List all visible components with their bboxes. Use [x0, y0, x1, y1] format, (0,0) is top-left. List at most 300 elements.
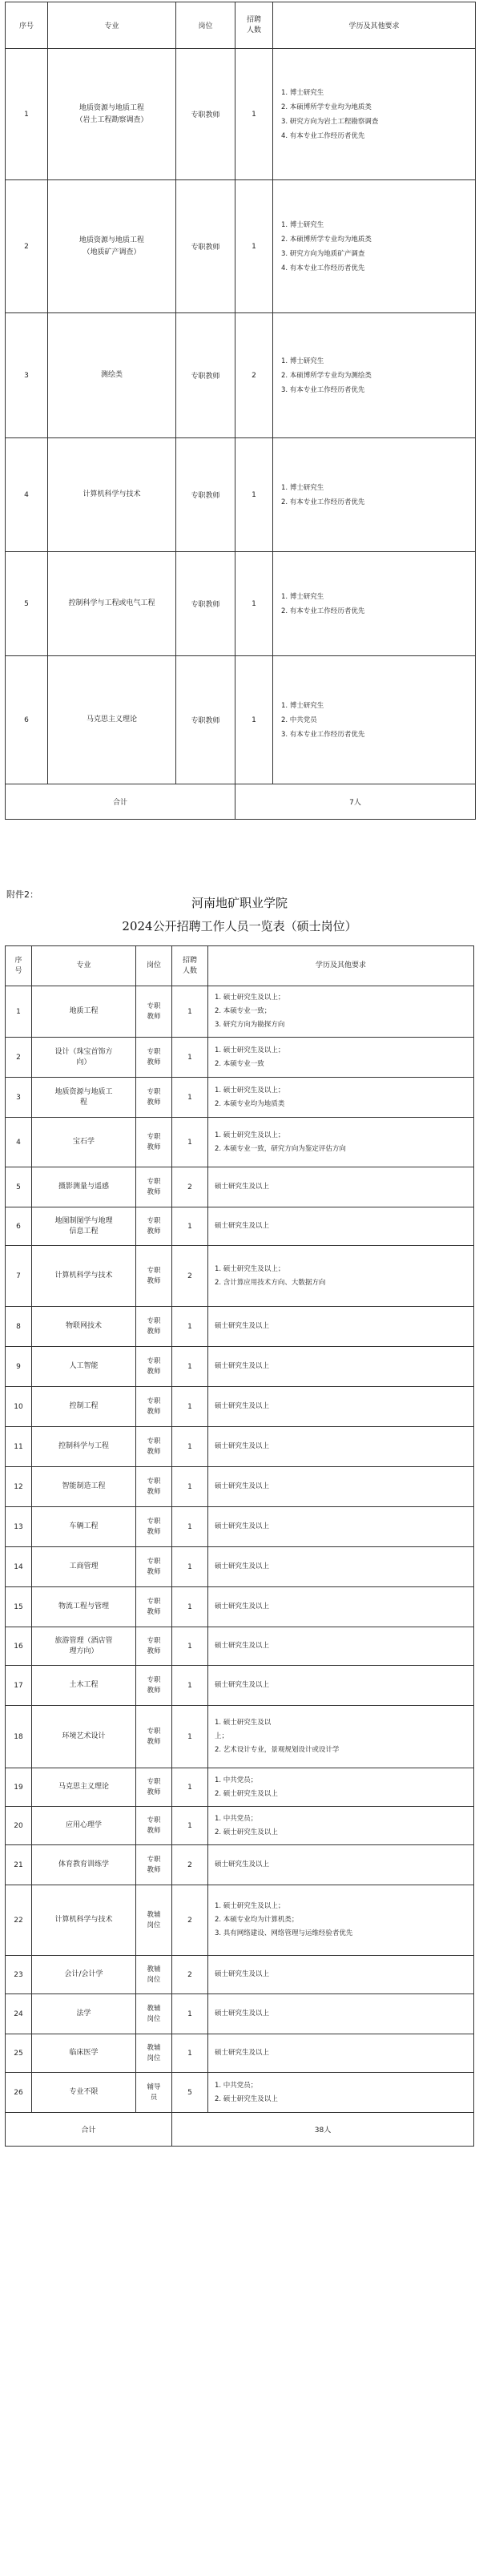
header-line: 序 — [14, 956, 22, 965]
row-count: 1 — [172, 1467, 208, 1507]
position-line: 专职 — [147, 1266, 161, 1275]
row-major — [32, 1207, 136, 1246]
row-position — [136, 1956, 172, 1994]
req-line: 2. 中共党员 — [281, 716, 317, 724]
req-line: 硕士研究生及以上 — [215, 1562, 270, 1570]
req-line: 1. 硕士研究生及以上； — [215, 1264, 285, 1273]
row-requirements — [208, 1956, 474, 1994]
table-row — [6, 1038, 474, 1078]
header-line: 招聘 — [182, 956, 197, 965]
row-no: 11 — [6, 1427, 32, 1467]
row-position — [136, 1307, 172, 1347]
row-position — [136, 1587, 172, 1627]
row-no: 22 — [6, 1885, 32, 1956]
row-major — [48, 438, 176, 552]
row-major — [48, 656, 176, 784]
req-line: 2. 本硕专业均为计算机类； — [215, 1916, 299, 1924]
row-count: 1 — [235, 656, 273, 784]
table-row — [6, 1587, 474, 1627]
row-count: 2 — [172, 1845, 208, 1885]
row-no: 14 — [6, 1547, 32, 1587]
row-major — [32, 1845, 136, 1885]
row-requirements — [273, 552, 476, 656]
table-row — [6, 1807, 474, 1845]
row-major — [32, 1167, 136, 1207]
row-count: 1 — [172, 2034, 208, 2073]
req-line: 2. 本硕专业均为地质类 — [215, 1099, 285, 1108]
table-row — [6, 1768, 474, 1807]
req-line: 硕士研究生及以上 — [215, 1642, 270, 1650]
major-line: 应用心理学 — [65, 1821, 102, 1829]
row-count: 2 — [172, 1956, 208, 1994]
header-count: 招聘人数 — [235, 2, 273, 49]
row-position: 专职教师 — [176, 313, 235, 438]
req-line: 1. 中共党员； — [215, 1814, 258, 1823]
row-no: 5 — [6, 1167, 32, 1207]
req-line: 2. 硕士研究生及以上 — [215, 2094, 278, 2103]
req-line: 1. 博士研究生 — [281, 701, 324, 710]
req-line: 1. 博士研究生 — [281, 592, 324, 601]
row-major — [48, 313, 176, 438]
row-position — [136, 1994, 172, 2034]
position-line: 教师 — [147, 1788, 161, 1796]
attachment-label: 附件2： — [6, 889, 38, 900]
position-line: 岗位 — [147, 1921, 161, 1929]
major-line: （地质矿产调查） — [83, 248, 141, 256]
row-requirements — [208, 1666, 474, 1706]
req-line: 2. 含计算应用技术方向、大数据方向 — [215, 1278, 326, 1287]
row-position — [136, 1885, 172, 1956]
header-position: 岗位 — [136, 946, 172, 986]
row-major — [32, 1587, 136, 1627]
row-position: 专职教师 — [176, 552, 235, 656]
req-line: 2. 有本专业工作经历者优先 — [281, 498, 365, 506]
table-row — [6, 1246, 474, 1307]
institution-title: 河南地矿职业学院 — [191, 896, 288, 910]
row-major — [32, 1706, 136, 1768]
row-no: 9 — [6, 1347, 32, 1387]
position-line: 专职 — [147, 1397, 161, 1405]
row-major — [32, 1467, 136, 1507]
position-line: 教师 — [147, 1276, 161, 1285]
position-line: 教师 — [147, 1607, 161, 1616]
row-major — [32, 1994, 136, 2034]
major-line: （岩土工程勘察调查） — [75, 115, 148, 124]
major-line: 物联网技术 — [65, 1322, 102, 1330]
row-major — [32, 1347, 136, 1387]
position-line: 教师 — [147, 1686, 161, 1695]
req-line: 1. 博士研究生 — [281, 220, 324, 229]
req-line: 2. 硕士研究生及以上 — [215, 1828, 278, 1836]
row-no: 3 — [6, 1078, 32, 1118]
row-no: 1 — [6, 49, 48, 180]
req-line: 3. 有本专业工作经历者优先 — [281, 730, 365, 739]
major-line: 马克思主义理论 — [86, 716, 137, 724]
row-position — [136, 1427, 172, 1467]
row-count: 1 — [172, 1387, 208, 1427]
major-line: 专业不限 — [69, 2088, 99, 2096]
row-count: 1 — [172, 1627, 208, 1666]
position-line: 专职 — [147, 1855, 161, 1864]
row-major — [48, 552, 176, 656]
req-line: 2. 艺术设计专业，景观规划设计或设计学 — [215, 1746, 340, 1754]
position-line: 教师 — [147, 1865, 161, 1874]
position-line: 员 — [150, 2093, 158, 2102]
position-line: 教师 — [147, 1527, 161, 1536]
row-requirements — [208, 1387, 474, 1427]
position-line: 专职 — [147, 1437, 161, 1445]
row-no: 16 — [6, 1627, 32, 1666]
row-count: 1 — [172, 1347, 208, 1387]
position-line: 教师 — [147, 1098, 161, 1107]
row-major — [32, 1387, 136, 1427]
major-line: 程 — [79, 1098, 87, 1107]
row-count: 1 — [235, 438, 273, 552]
req-line: 硕士研究生及以上 — [215, 1970, 270, 1978]
row-major — [32, 1768, 136, 1807]
row-major — [32, 2034, 136, 2073]
row-requirements — [208, 1427, 474, 1467]
table-header-row — [6, 2, 476, 49]
position-line: 专职 — [147, 1316, 161, 1325]
row-no: 4 — [6, 438, 48, 552]
position-line: 教师 — [147, 1737, 161, 1746]
req-line: 2. 本硕专业一致； — [215, 1007, 272, 1015]
position-line: 教辅 — [147, 1910, 161, 1919]
major-line: 土木工程 — [69, 1681, 99, 1689]
position-line: 教师 — [147, 1487, 161, 1496]
req-line: 硕士研究生及以上 — [215, 1522, 270, 1530]
req-line: 硕士研究生及以上 — [215, 2049, 270, 2057]
row-no: 7 — [6, 1246, 32, 1307]
total-label: 合计 — [6, 784, 235, 820]
row-no: 26 — [6, 2073, 32, 2113]
row-requirements — [273, 438, 476, 552]
req-line: 1. 硕士研究生及以上； — [215, 1902, 285, 1910]
row-count: 1 — [235, 180, 273, 313]
position-line: 专职 — [147, 1477, 161, 1486]
row-no: 8 — [6, 1307, 32, 1347]
row-requirements — [208, 1118, 474, 1167]
row-major — [32, 1078, 136, 1118]
position-line: 专职 — [147, 1597, 161, 1606]
position-line: 岗位 — [147, 1975, 161, 1984]
position-line: 教师 — [147, 1647, 161, 1655]
row-position — [136, 986, 172, 1038]
row-no: 21 — [6, 1845, 32, 1885]
position-line: 教辅 — [147, 2043, 161, 2052]
major-line: 马克思主义理论 — [58, 1783, 109, 1791]
row-no: 2 — [6, 180, 48, 313]
row-count: 1 — [172, 1547, 208, 1587]
major-line: 临床医学 — [69, 2049, 99, 2057]
position-line: 教师 — [147, 1187, 161, 1196]
row-position — [136, 1347, 172, 1387]
req-line: 2. 本硕博所学专业均为测绘类 — [281, 371, 372, 380]
row-position — [136, 2073, 172, 2113]
position-line: 专职 — [147, 1675, 161, 1684]
position-line: 专职 — [147, 1557, 161, 1566]
row-position — [136, 1167, 172, 1207]
row-requirements — [208, 1307, 474, 1347]
row-no: 1 — [6, 986, 32, 1038]
major-line: 工商管理 — [69, 1562, 99, 1570]
table-row — [6, 1706, 474, 1768]
major-line: 信息工程 — [69, 1227, 99, 1236]
major-line: 体育教育训练学 — [58, 1860, 109, 1869]
row-requirements — [208, 1038, 474, 1078]
row-count: 1 — [172, 1807, 208, 1845]
row-no: 6 — [6, 656, 48, 784]
table-row — [6, 1956, 474, 1994]
position-line: 教师 — [147, 1227, 161, 1236]
table-row — [6, 1845, 474, 1885]
row-major — [32, 1627, 136, 1666]
header-requirements: 学历及其他要求 — [273, 2, 476, 49]
row-major — [32, 986, 136, 1038]
masters-positions-table — [5, 945, 474, 2147]
table-row — [6, 438, 476, 552]
row-requirements — [208, 1507, 474, 1547]
major-line: 测绘类 — [100, 371, 123, 379]
row-requirements — [208, 1078, 474, 1118]
major-line: 控制科学与工程 — [58, 1442, 109, 1450]
row-count: 2 — [235, 313, 273, 438]
row-requirements — [208, 1167, 474, 1207]
row-count: 1 — [172, 1587, 208, 1627]
position-line: 岗位 — [147, 2054, 161, 2062]
row-position: 专职教师 — [176, 656, 235, 784]
row-requirements — [208, 1627, 474, 1666]
position-line: 辅导 — [147, 2082, 161, 2091]
major-line: 智能制造工程 — [62, 1482, 106, 1490]
row-position — [136, 1387, 172, 1427]
table-row — [6, 656, 476, 784]
row-requirements — [208, 1706, 474, 1768]
major-line: 控制科学与工程或电气工程 — [68, 599, 155, 607]
table-row — [6, 1118, 474, 1167]
row-count: 1 — [172, 1427, 208, 1467]
req-line: 硕士研究生及以上 — [215, 2010, 270, 2018]
table-row — [6, 1885, 474, 1956]
major-line: 地质资源与地质工 — [54, 1087, 113, 1096]
major-line: 地质资源与地质工程 — [78, 103, 144, 112]
row-count: 2 — [172, 1167, 208, 1207]
req-line: 4. 有本专业工作经历者优先 — [281, 264, 365, 272]
row-major — [48, 49, 176, 180]
table-row — [6, 1507, 474, 1547]
row-major — [48, 180, 176, 313]
row-requirements — [208, 2073, 474, 2113]
table-row — [6, 986, 474, 1038]
row-position — [136, 1807, 172, 1845]
req-line: 硕士研究生及以上 — [215, 1362, 270, 1370]
row-requirements — [208, 1885, 474, 1956]
header-position: 岗位 — [176, 2, 235, 49]
major-line: 宝石学 — [72, 1138, 95, 1146]
row-requirements — [208, 1246, 474, 1307]
req-line: 硕士研究生及以上 — [215, 1183, 270, 1191]
row-no: 18 — [6, 1706, 32, 1768]
table-row — [6, 1994, 474, 2034]
major-line: 车辆工程 — [69, 1522, 99, 1530]
table-header-row — [6, 946, 474, 986]
req-line: 1. 博士研究生 — [281, 88, 324, 97]
row-major — [32, 1246, 136, 1307]
major-line: 人工智能 — [69, 1362, 99, 1370]
req-line: 硕士研究生及以上 — [215, 1602, 270, 1611]
req-line: 3. 研究方向为地质矿产调查 — [281, 249, 365, 258]
row-position — [136, 1547, 172, 1587]
row-position — [136, 2034, 172, 2073]
row-count: 1 — [172, 1666, 208, 1706]
header-no: 序号 — [6, 2, 48, 49]
position-line: 专职 — [147, 1777, 161, 1786]
req-line: 1. 硕士研究生及以 — [215, 1719, 272, 1727]
row-no: 23 — [6, 1956, 32, 1994]
table-row — [6, 1666, 474, 1706]
row-major — [32, 1885, 136, 1956]
position-line: 教师 — [147, 1407, 161, 1416]
position-line: 教辅 — [147, 1965, 161, 1973]
row-no: 5 — [6, 552, 48, 656]
req-line: 1. 中共党员； — [215, 2081, 258, 2090]
req-line: 硕士研究生及以上 — [215, 1442, 270, 1450]
req-line: 1. 硕士研究生及以上； — [215, 1046, 285, 1054]
major-line: 设计（珠宝首饰方 — [54, 1047, 113, 1056]
req-line: 2. 本硕博所学专业均为地质类 — [281, 103, 372, 111]
table-row — [6, 1207, 474, 1246]
row-count: 1 — [172, 1038, 208, 1078]
row-requirements — [273, 656, 476, 784]
header-line: 人数 — [182, 966, 197, 975]
req-line: 2. 有本专业工作经历者优先 — [281, 607, 365, 615]
req-line: 硕士研究生及以上 — [215, 1402, 270, 1410]
total-row — [6, 784, 476, 820]
table-row — [6, 1467, 474, 1507]
row-major — [32, 2073, 136, 2113]
position-line: 专职 — [147, 1132, 161, 1141]
row-requirements — [208, 1845, 474, 1885]
table-row — [6, 1547, 474, 1587]
table-row — [6, 2073, 474, 2113]
position-line: 专职 — [147, 1816, 161, 1824]
row-position — [136, 1078, 172, 1118]
req-line: 2. 本硕专业一致，研究方向为鉴定评估方向 — [215, 1144, 346, 1153]
major-line: 控制工程 — [69, 1402, 99, 1410]
req-line: 1. 博士研究生 — [281, 357, 324, 365]
major-line: 理方向） — [69, 1647, 99, 1655]
row-requirements — [208, 1587, 474, 1627]
row-position — [136, 1768, 172, 1807]
total-row — [6, 2113, 474, 2147]
table-row — [6, 1427, 474, 1467]
major-line: 计算机科学与技术 — [54, 1272, 113, 1280]
position-line: 教师 — [147, 1143, 161, 1151]
row-count: 1 — [172, 1207, 208, 1246]
req-line: 1. 中共党员； — [215, 1776, 258, 1784]
doctoral-positions-table — [5, 2, 476, 820]
req-line: 上； — [215, 1732, 229, 1740]
row-no: 20 — [6, 1807, 32, 1845]
row-count: 1 — [172, 1078, 208, 1118]
position-line: 专职 — [147, 1517, 161, 1526]
row-position — [136, 1706, 172, 1768]
req-line: 3. 研究方向为勘探方向 — [215, 1021, 285, 1029]
row-major — [32, 1038, 136, 1078]
position-line: 教师 — [147, 1058, 161, 1066]
major-line: 地图制图学与地理 — [54, 1216, 113, 1225]
total-value: 7人 — [235, 784, 476, 820]
row-count: 2 — [172, 1885, 208, 1956]
row-no: 12 — [6, 1467, 32, 1507]
document-title: 2024公开招聘工作人员一览表（硕士岗位） — [122, 919, 357, 933]
req-line: 2. 硕士研究生及以上 — [215, 1789, 278, 1798]
major-line: 摄影测量与遥感 — [58, 1183, 109, 1191]
row-position — [136, 1118, 172, 1167]
row-position — [136, 1038, 172, 1078]
row-position — [136, 1666, 172, 1706]
req-line: 硕士研究生及以上 — [215, 1322, 270, 1330]
req-line: 2. 本硕专业一致 — [215, 1059, 264, 1068]
position-line: 教师 — [147, 1327, 161, 1336]
req-line: 1. 博士研究生 — [281, 483, 324, 492]
row-requirements — [273, 49, 476, 180]
major-line: 地质工程 — [69, 1007, 99, 1015]
row-no: 25 — [6, 2034, 32, 2073]
position-line: 教师 — [147, 1826, 161, 1835]
row-count: 1 — [172, 1507, 208, 1547]
row-position: 专职教师 — [176, 49, 235, 180]
position-line: 专职 — [147, 1727, 161, 1735]
position-line: 岗位 — [147, 2014, 161, 2023]
req-line: 硕士研究生及以上 — [215, 1222, 270, 1230]
row-count: 1 — [235, 49, 273, 180]
major-line: 向） — [76, 1058, 91, 1066]
table-row — [6, 2034, 474, 2073]
table-row — [6, 1307, 474, 1347]
major-line: 计算机科学与技术 — [83, 490, 141, 498]
major-line: 地质资源与地质工程 — [78, 236, 144, 244]
req-line: 硕士研究生及以上 — [215, 1681, 270, 1689]
row-no: 24 — [6, 1994, 32, 2034]
row-no: 2 — [6, 1038, 32, 1078]
row-major — [32, 1118, 136, 1167]
req-line: 硕士研究生及以上 — [215, 1860, 270, 1869]
row-requirements — [208, 1207, 474, 1246]
row-requirements — [273, 313, 476, 438]
req-line: 2. 本硕博所学专业均为地质类 — [281, 235, 372, 244]
row-requirements — [208, 1347, 474, 1387]
row-major — [32, 1956, 136, 1994]
row-no: 6 — [6, 1207, 32, 1246]
major-line: 物流工程与管理 — [58, 1602, 109, 1611]
table-row — [6, 1347, 474, 1387]
row-no: 4 — [6, 1118, 32, 1167]
row-requirements — [208, 1467, 474, 1507]
row-position: 专职教师 — [176, 180, 235, 313]
row-count: 1 — [172, 1118, 208, 1167]
row-no: 19 — [6, 1768, 32, 1807]
row-major — [32, 1807, 136, 1845]
total-value: 38人 — [172, 2113, 474, 2147]
position-line: 教辅 — [147, 2004, 161, 2013]
row-count: 1 — [235, 552, 273, 656]
row-count: 1 — [172, 1307, 208, 1347]
position-line: 专职 — [147, 1002, 161, 1010]
row-requirements — [208, 1807, 474, 1845]
req-line: 1. 硕士研究生及以上； — [215, 994, 285, 1002]
